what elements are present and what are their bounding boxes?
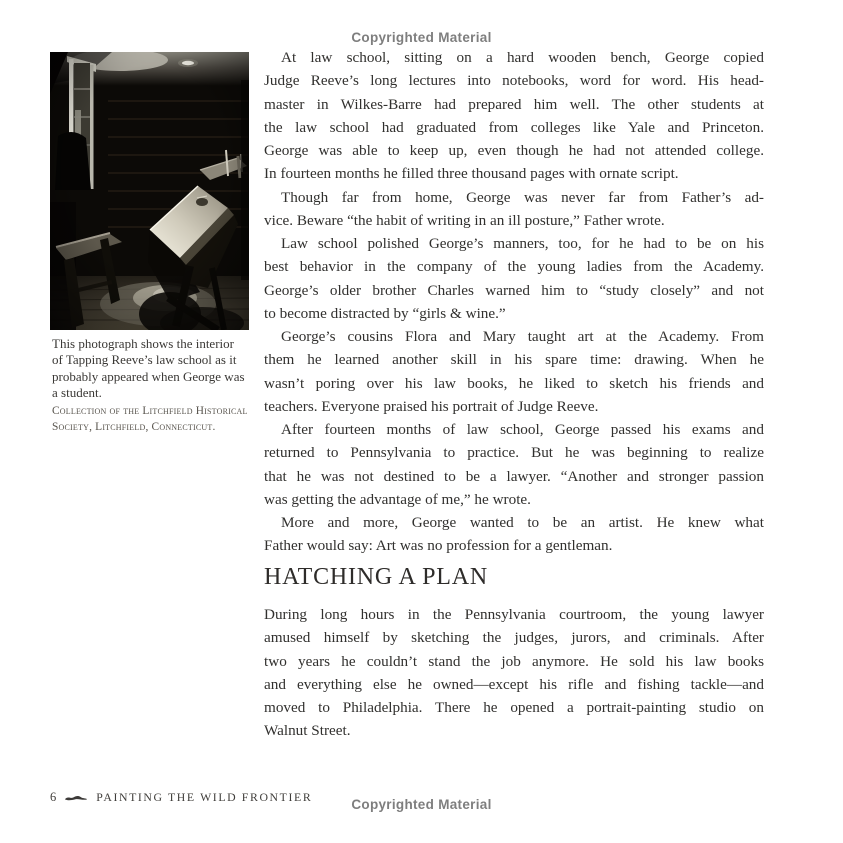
text-line: teachers. Everyone praised his portrait of Judge Reeve. [264, 397, 599, 415]
caption-line: of Tapping Reeve’s law school as it [52, 352, 237, 368]
text-line: to become distracted by “girls & wine.” [264, 304, 506, 322]
paragraph [264, 325, 764, 418]
text-line: At law school, sitting on a hard wooden bench, George copied [281, 49, 764, 66]
paragraph [264, 603, 764, 743]
caption-line: probably appeared when George was [52, 368, 245, 384]
text-line: Walnut Street. [264, 722, 351, 740]
text-line: George’s cousins Flora and Mary taught art at the Academy. From [281, 328, 764, 345]
running-title: PAINTING THE WILD FRONTIER [96, 790, 313, 804]
text-line: that he was not destined to be a lawyer. “Another and stronger passion [264, 467, 764, 485]
caption-line: This photograph shows the interior [52, 336, 234, 351]
paragraph [264, 511, 764, 558]
text-line: them he learned another skill in his spare time: drawing. When he [264, 351, 764, 369]
page-number: 6 [50, 790, 57, 804]
body-text-upper [264, 46, 764, 558]
text-line: vice. Beware “the habit of writing in an ill posture,” Father wrote. [264, 211, 665, 229]
caption-line: Society, Litchfield, Connecticut. [52, 421, 216, 433]
section-heading: HATCHING A PLAN [264, 564, 489, 590]
paragraph [264, 46, 764, 186]
text-line: Judge Reeve’s long lectures into notebooks, word for word. His head- [264, 72, 764, 90]
text-line: In fourteen months he filled three thousand pages with ornate script. [264, 165, 679, 183]
text-line: Though far from home, George was never far from Father’s ad- [281, 188, 764, 206]
text-line: and everything else he owned—except his rifle and fishing tackle—and [264, 675, 764, 693]
text-line: amused himself by sketching the judges, jurors, and criminals. After [264, 629, 764, 647]
text-line: After fourteen months of law school, George passed his exams and [281, 421, 764, 438]
body-text-lower [264, 603, 764, 743]
photo-caption [52, 336, 260, 402]
caption-line: Collection of the Litchfield Historical [52, 405, 248, 417]
text-line: Law school polished George’s manners, too, for he had to be on his [281, 235, 764, 252]
photo-credit [52, 403, 262, 435]
text-line: moved to Philadelphia. There he opened a portrait-painting studio on [264, 699, 764, 716]
paragraph [264, 418, 764, 511]
text-line: Father would say: Art was no profession for a gentleman. [264, 537, 613, 555]
paragraph [264, 232, 764, 325]
watermark-bottom: Copyrighted Material [351, 797, 492, 812]
text-line: wasn’t poring over his law books, he liked to sketch his friends and [264, 374, 764, 392]
caption-line: a student. [52, 385, 102, 401]
law-school-photo-art [50, 52, 249, 330]
text-line: was getting the advantage of me,” he wrote. [264, 490, 531, 508]
paragraph [264, 186, 764, 233]
text-line: George’s older brother Charles warned him to “study closely” and not [264, 281, 764, 299]
text-line: the law school had graduated from colleges like Yale and Princeton. [264, 118, 764, 136]
text-line: returned to Pennsylvania to practice. But he was beginning to realize [264, 444, 764, 462]
text-line: During long hours in the Pennsylvania courtroom, the young lawyer [264, 606, 764, 623]
text-line: More and more, George wanted to be an artist. He knew what [281, 514, 764, 531]
text-line: two years he couldn’t stand the job anymore. He sold his law books [264, 652, 764, 670]
watermark-top: Copyrighted Material [351, 30, 492, 45]
text-line: master in Wilkes-Barre had prepared him well. The other students at [264, 95, 764, 113]
law-school-photo [50, 52, 249, 330]
text-line: George was able to keep up, even though he had not attended college. [264, 142, 764, 159]
text-line: best behavior in the company of the young ladies from the Academy. [264, 258, 764, 276]
